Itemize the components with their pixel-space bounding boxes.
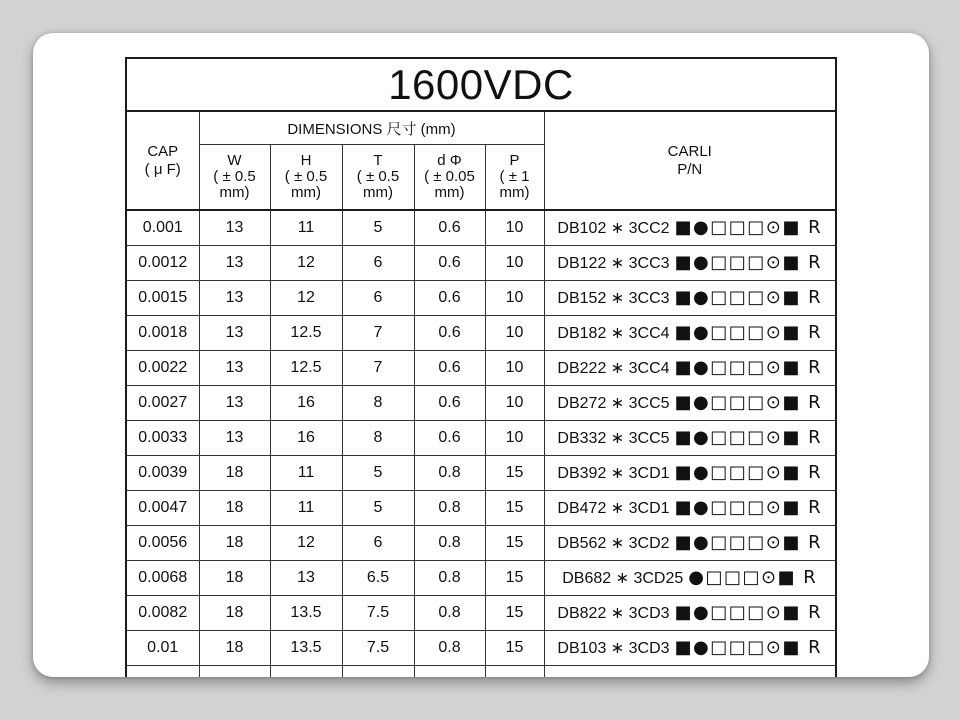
cell-cap: 0.0033 (126, 420, 199, 455)
col-d-label: d Φ (437, 152, 462, 169)
cell-part-number (544, 595, 836, 630)
cell-p: 10 (485, 210, 544, 245)
table-title: 1600VDC (126, 58, 836, 111)
cell-part-number (544, 490, 836, 525)
header-col-h (270, 145, 342, 211)
cell-p: 10 (485, 280, 544, 315)
cell-h: 13.5 (270, 630, 342, 665)
cell-cap: 0.0015 (126, 280, 199, 315)
cell-part-number (544, 630, 836, 665)
cell-p: 10 (485, 420, 544, 455)
cell-t: 5 (342, 490, 414, 525)
table-row (126, 630, 836, 665)
header-col-p (485, 145, 544, 211)
table-row (126, 315, 836, 350)
table-row (126, 525, 836, 560)
part-number-text: DB472 ∗ 3CD1 (557, 500, 670, 517)
cell-cap: 0.0056 (126, 525, 199, 560)
cell-h: 16 (270, 420, 342, 455)
cell-d: 0.6 (414, 245, 485, 280)
cell-w: 13 (199, 315, 270, 350)
table-row (126, 420, 836, 455)
cell-h: 16 (270, 385, 342, 420)
part-number-marks: ■●□□□⊙■ R (674, 427, 823, 448)
cell-cap: 0.0027 (126, 385, 199, 420)
table-row (126, 385, 836, 420)
col-t-unit: mm) (363, 184, 393, 201)
cell-d: 0.6 (414, 350, 485, 385)
cell-h (270, 665, 342, 677)
col-h-unit: mm) (291, 184, 321, 201)
cell-p: 15 (485, 490, 544, 525)
cell-d: 0.8 (414, 490, 485, 525)
part-number-text: DB822 ∗ 3CD3 (557, 605, 670, 622)
part-number-marks: ■●□□□⊙■ R (674, 287, 823, 308)
cell-part-number (544, 420, 836, 455)
cell-cap: 0.0012 (126, 245, 199, 280)
table-row (126, 280, 836, 315)
part-number-marks: ■●□□□⊙■ R (674, 357, 823, 378)
col-h-label: H (300, 152, 312, 169)
cell-p: 10 (485, 350, 544, 385)
cell-t: 6 (342, 245, 414, 280)
col-d-unit: mm) (434, 184, 465, 201)
cell-part-number (544, 525, 836, 560)
cell-w: 18 (199, 560, 270, 595)
cell-h: 13 (270, 560, 342, 595)
col-d-tolerance: ( ± 0.05 (424, 168, 475, 185)
part-number-marks: ■●□□□⊙■ R (674, 602, 823, 623)
cell-d: 0.6 (414, 210, 485, 245)
cell-t: 6.5 (342, 560, 414, 595)
cell-t: 7.5 (342, 595, 414, 630)
part-number-marks: ■●□□□⊙■ R (674, 252, 823, 273)
part-number-marks: ■●□□□⊙■ R (674, 392, 823, 413)
table-row (126, 490, 836, 525)
col-w-label: W (227, 152, 242, 169)
cell-part-number (544, 245, 836, 280)
cell-p: 10 (485, 385, 544, 420)
col-t-label: T (373, 152, 383, 169)
cell-p (485, 665, 544, 677)
part-number-text: DB152 ∗ 3CC3 (557, 290, 670, 307)
cell-t: 6 (342, 280, 414, 315)
cell-part-number (544, 665, 836, 677)
cell-cap: 0.0082 (126, 595, 199, 630)
cell-h: 13.5 (270, 595, 342, 630)
cell-h: 12.5 (270, 315, 342, 350)
header-col-d (414, 145, 485, 211)
table-row (126, 665, 836, 677)
part-number-text: DB222 ∗ 3CC4 (557, 360, 670, 377)
col-p-unit: mm) (499, 184, 530, 201)
cell-t: 5 (342, 210, 414, 245)
cell-w: 13 (199, 350, 270, 385)
cell-w: 18 (199, 455, 270, 490)
part-number-marks: ■●□□□⊙■ R (674, 532, 823, 553)
part-number-marks: ■●□□□⊙■ R (674, 322, 823, 343)
cell-w: 13 (199, 385, 270, 420)
cell-cap: 0.0018 (126, 315, 199, 350)
table-row (126, 560, 836, 595)
cell-d: 0.6 (414, 315, 485, 350)
cell-d: 0.8 (414, 455, 485, 490)
cell-p: 15 (485, 525, 544, 560)
header-cap (126, 111, 199, 210)
cell-w: 18 (199, 490, 270, 525)
cell-w: 13 (199, 280, 270, 315)
cell-w: 18 (199, 630, 270, 665)
part-number-marks: ■●□□□⊙■ R (674, 637, 823, 658)
cell-t: 6 (342, 525, 414, 560)
header-cap-label: CAP (147, 142, 179, 160)
cell-p: 15 (485, 595, 544, 630)
cell-h: 12.5 (270, 350, 342, 385)
header-col-t (342, 145, 414, 211)
cell-w (199, 665, 270, 677)
cell-part-number (544, 280, 836, 315)
part-number-text: DB332 ∗ 3CC5 (557, 430, 670, 447)
cell-d: 0.8 (414, 595, 485, 630)
cell-p: 15 (485, 630, 544, 665)
cell-cap: 0.0022 (126, 350, 199, 385)
cell-p: 15 (485, 560, 544, 595)
cell-part-number (544, 210, 836, 245)
cell-part-number (544, 385, 836, 420)
cell-h: 12 (270, 525, 342, 560)
cell-t: 5 (342, 455, 414, 490)
header-pn-label: P/N (677, 160, 703, 178)
spec-table-header (126, 58, 836, 210)
cell-h: 12 (270, 280, 342, 315)
cell-part-number (544, 455, 836, 490)
spec-table (125, 57, 837, 677)
part-number-text: DB392 ∗ 3CD1 (557, 465, 670, 482)
col-t-tolerance: ( ± 0.5 (356, 168, 400, 185)
col-w-tolerance: ( ± 0.5 (213, 168, 256, 185)
col-w-unit: mm) (219, 184, 250, 201)
cell-d: 0.8 (414, 630, 485, 665)
col-h-tolerance: ( ± 0.5 (284, 168, 328, 185)
cell-h: 11 (270, 210, 342, 245)
table-row (126, 210, 836, 245)
cell-w: 18 (199, 595, 270, 630)
part-number-text: DB682 ∗ 3CD25 (562, 570, 684, 587)
cell-d: 0.8 (414, 525, 485, 560)
spec-table-wrapper (125, 57, 837, 677)
header-dimensions: DIMENSIONS 尺寸 (mm) (199, 111, 544, 145)
part-number-marks: ●□□□⊙■ R (688, 567, 818, 588)
header-cap-unit: ( μ F) (144, 160, 181, 178)
cell-cap: 0.001 (126, 210, 199, 245)
cell-h: 11 (270, 455, 342, 490)
cell-d: 0.8 (414, 560, 485, 595)
cell-p: 10 (485, 315, 544, 350)
cell-d: 0.6 (414, 420, 485, 455)
header-group-row (126, 111, 836, 145)
datasheet-card (33, 33, 929, 677)
part-number-text: DB102 ∗ 3CC2 (557, 220, 670, 238)
header-carli-pn (544, 111, 836, 210)
cell-t: 7 (342, 315, 414, 350)
col-p-label: P (509, 152, 520, 169)
cell-t (342, 665, 414, 677)
cell-t: 7.5 (342, 630, 414, 665)
table-row (126, 595, 836, 630)
cell-cap: 0.0047 (126, 490, 199, 525)
cell-w: 18 (199, 525, 270, 560)
cell-cap: 0.0068 (126, 560, 199, 595)
cell-cap: 0.0039 (126, 455, 199, 490)
part-number-marks: ■●□□□⊙■ R (674, 497, 823, 518)
cell-part-number (544, 350, 836, 385)
cell-part-number (544, 315, 836, 350)
cell-w: 13 (199, 210, 270, 245)
cell-t: 8 (342, 385, 414, 420)
part-number-marks: ■●□□□⊙■ R (674, 217, 823, 239)
cell-d: 0.6 (414, 385, 485, 420)
part-number-text: DB182 ∗ 3CC4 (557, 325, 670, 342)
part-number-text: DB272 ∗ 3CC5 (557, 395, 670, 412)
cell-d (414, 665, 485, 677)
cell-t: 7 (342, 350, 414, 385)
cell-t: 8 (342, 420, 414, 455)
cell-p: 10 (485, 245, 544, 280)
cell-cap: 0.01 (126, 630, 199, 665)
part-number-text: DB562 ∗ 3CD2 (557, 535, 670, 552)
cell-d: 0.6 (414, 280, 485, 315)
cell-w: 13 (199, 245, 270, 280)
part-number-text: DB103 ∗ 3CD3 (557, 640, 670, 657)
col-p-tolerance: ( ± 1 (499, 168, 530, 185)
header-col-w (199, 145, 270, 211)
cell-h: 12 (270, 245, 342, 280)
table-row (126, 350, 836, 385)
cell-p: 15 (485, 455, 544, 490)
cell-w: 13 (199, 420, 270, 455)
cell-h: 11 (270, 490, 342, 525)
header-carli-label: CARLI (667, 142, 712, 160)
spec-table-body (126, 210, 836, 677)
cell-cap (126, 665, 199, 677)
table-row (126, 455, 836, 490)
cell-part-number (544, 560, 836, 595)
table-row (126, 245, 836, 280)
title-row (126, 58, 836, 111)
part-number-marks: ■●□□□⊙■ R (674, 462, 823, 483)
part-number-text: DB122 ∗ 3CC3 (557, 255, 670, 272)
